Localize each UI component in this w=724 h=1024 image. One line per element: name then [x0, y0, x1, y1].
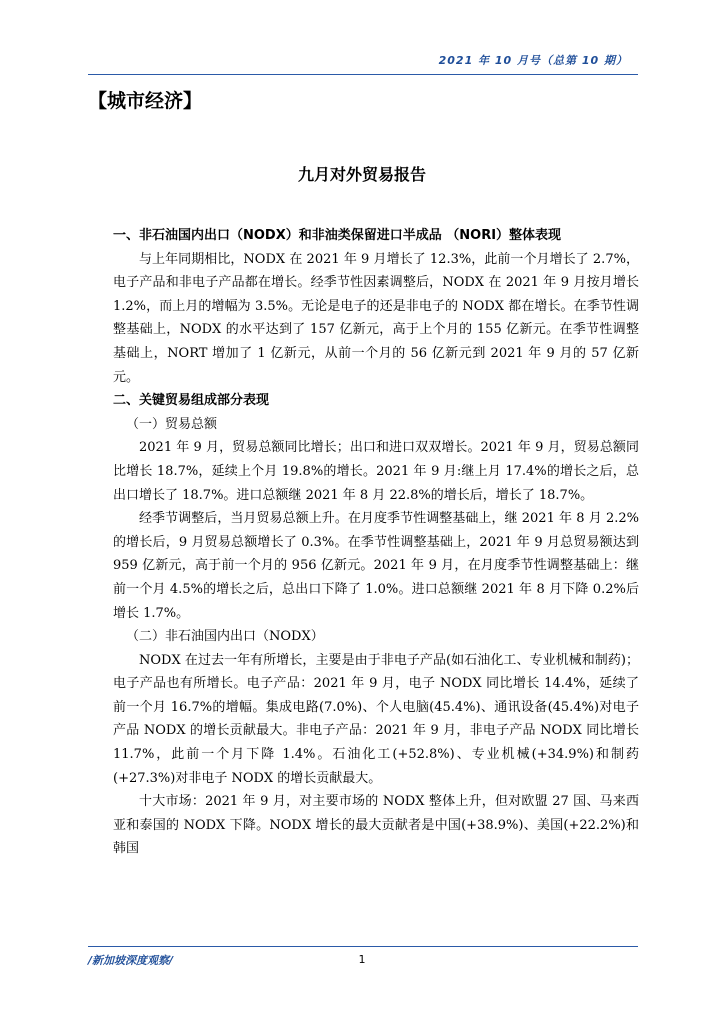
page-number: 1	[358, 953, 366, 966]
section-1-heading: 一、非石油国内出口（NODX）和非油类保留进口半成品 （NORI）整体表现	[113, 228, 562, 243]
subsection-trade-total-heading: （一）贸易总额	[126, 416, 218, 432]
trade-total-paragraph-2: 经季节调整后，当月贸易总额上升。在月度季节性调整基础上，继 2021 年 8 月 2.2%的增长后，9 月贸易总额增长了 0.3%。在季节性调整基础上，2021 年 9 月总贸易额达到 959 亿新元，高于前一个月的 956 亿新元。2021 年 9 月，在月度季节性调整基础上：继前一个月 4.5%的增长之后，总出口下降了 1.0%。进口总额继 2021 年 8 月下降 0.2%后增长 1.7%。	[113, 511, 639, 621]
nodx-paragraph-1: NODX 在过去一年有所增长，主要是由于非电子产品(如石油化工、专业机械和制药)；电子产品也有所增长。电子产品：2021 年 9 月，电子 NODX 同比增长 14.4%，延续了前一个月 16.7%的增幅。集成电路(7.0%)、个人电脑(45.4%)、通讯设备(45.4%)对电子产品 NODX 的增长贡献最大。非电子产品：2021 年 9 月，非电子产品 NODX 同比增长 11.7%，此前一个月下降 1.4%。石油化工(+52.8%)、专业机械(+34.9%)和制药(+27.3%)对非电子 NODX 的增长贡献最大。	[113, 652, 639, 786]
article-body	[113, 224, 639, 861]
column-title: 【城市经济】	[88, 90, 203, 112]
section-2-heading: 二、关键贸易组成部分表现	[113, 393, 270, 409]
footer-divider	[88, 946, 638, 947]
issue-label: 2021 年 10 月号（总第 10 期）	[438, 54, 628, 67]
subsection-nodx-heading: （二）非石油国内出口（NODX）	[126, 629, 324, 645]
section-1-paragraph: 与上年同期相比，NODX 在 2021 年 9 月增长了 12.3%，此前一个月增长了 2.7%，电子产品和非电子产品都在增长。经季节性因素调整后，NODX 在 2021 年 9 月按月增长 1.2%，而上月的增幅为 3.5%。无论是电子的还是非电子的 NODX 都在增长。在季节性调整基础上，NODX 的水平达到了 157 亿新元，高于上个月的 155 亿新元。在季节性调整基础上，NORT 增加了 1 亿新元，从前一个月的 56 亿新元到 2021 年 9 月的 57 亿新元。	[113, 251, 639, 385]
nodx-paragraph-2: 十大市场：2021 年 9 月，对主要市场的 NODX 整体上升，但对欧盟 27 国、马来西亚和泰国的 NODX 下降。NODX 增长的最大贡献者是中国(+38.9%)、美国(+22.2%)和韩国	[113, 794, 639, 857]
publication-name: /新加坡深度观察/	[88, 954, 174, 967]
report-title: 九月对外贸易报告	[297, 165, 426, 184]
header-divider	[88, 74, 638, 75]
trade-total-paragraph-1: 2021 年 9 月，贸易总额同比增长；出口和进口双双增长。2021 年 9 月，贸易总额同比增长 18.7%，延续上个月 19.8%的增长。2021 年 9 月:继上月 17.4%的增长之后，总出口增长了 18.7%。进口总额继 2021 年 8 月 22.8%的增长后，增长了 18.7%。	[113, 440, 639, 503]
